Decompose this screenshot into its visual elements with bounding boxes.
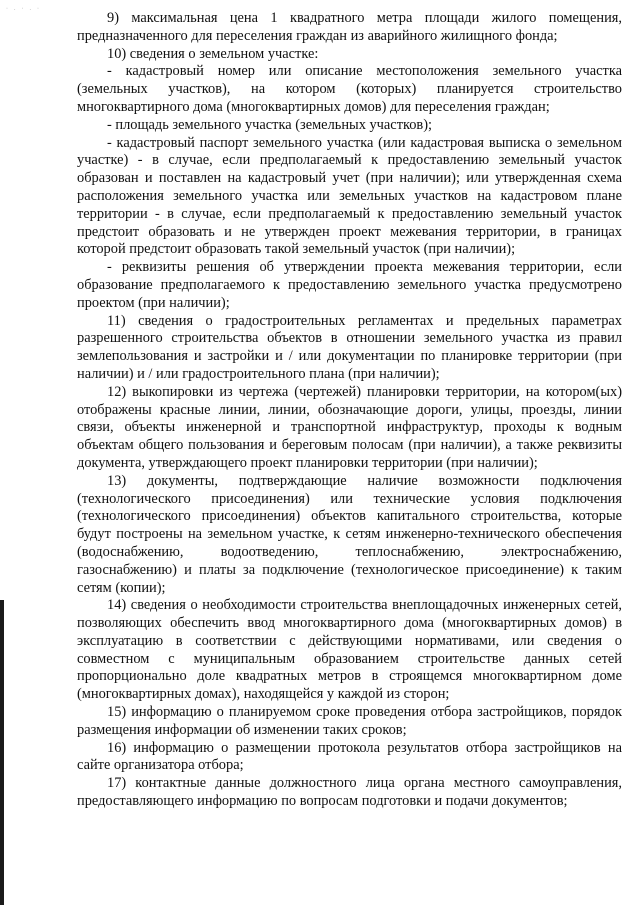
document-paragraph: 12) выкопировки из чертежа (чертежей) планировки территории, на котором(ых) отображены красные линии, линии, обозначающие дороги, улицы, проезды, линии связи, объекты инженерной и транспортной инфраструктур, проходы к водным объектам общего пользования и береговым полосам (при наличии), а также реквизиты документа, утверждающего проект планировки территории (при наличии); — [77, 383, 622, 471]
document-paragraph: 14) сведения о необходимости строительства внеплощадочных инженерных сетей, позволяющих обеспечить ввод многоквартирного дома (многоквартирных домов) в эксплуатацию в соответствии с действующими нормативами, или сведения о совместном с муниципальным образованием строительстве данных сетей пропорционально доле квадратных метров в строящемся многоквартирном доме (многоквартирных домах), находящейся у каждой из сторон; — [77, 597, 622, 703]
document-paragraph: - реквизиты решения об утверждении проекта межевания территории, если образование предполагаемого к предоставлению земельного участка предусмотрено проектом (при наличии); — [77, 259, 622, 311]
scan-edge-shadow — [0, 600, 4, 905]
document-paragraph: 16) информацию о размещении протокола результатов отбора застройщиков на сайте организатора отбора; — [77, 739, 622, 774]
document-paragraph: - кадастровый паспорт земельного участка (или кадастровая выписка о земельном участке) - в случае, если предполагаемый к предоставлению земельный участок образован и поставлен на кадастровый учет (при наличии); или утвержденная схема расположения земельного участка или земельных участков на кадастровом плане территории - в случае, если предполагаемый к предоставлению земельный участок предстоит образовать и не утвержден проект межевания территории, в границах которой предстоит образовать такой земельный участок (при наличии); — [77, 134, 622, 258]
document-paragraph: - площадь земельного участка (земельных участков); — [107, 116, 433, 133]
document-paragraph: 17) контактные данные должностного лица органа местного самоуправления, предоставляющего информацию по вопросам подготовки и подачи документов; — [77, 775, 622, 810]
document-paragraph: - кадастровый номер или описание местоположения земельного участка (земельных участков), на котором (которых) планируется строительство многоквартирного дома (многоквартирных домов) для переселения граждан; — [77, 63, 622, 115]
document-body — [77, 10, 622, 811]
scan-noise-marks: ·.·.· — [6, 6, 45, 12]
document-paragraph: 13) документы, подтверждающие наличие возможности подключения (технологического присоединения) или технические условия подключения (технологического присоединения) объектов капитального строительства, которые будут построены на земельном участке, к сетям инженерно-технического обеспечения (водоснабжению, водоотведению, теплоснабжению, электроснабжению, газоснабжению) и платы за подключение (технологическое присоединение) к таким сетям (копии); — [77, 472, 622, 596]
document-paragraph: 11) сведения о градостроительных регламентах и предельных параметрах разрешенного строительства объектов в отношении земельного участка из правил землепользования и застройки и / или документации по планировке территории (при наличии) и / или градостроительного плана (при наличии); — [77, 312, 622, 382]
document-paragraph: 9) максимальная цена 1 квадратного метра площади жилого помещения, предназначенного для переселения граждан из аварийного жилищного фонда; — [77, 10, 622, 44]
document-paragraph: 15) информацию о планируемом сроке проведения отбора застройщиков, порядок размещения информации об изменении таких сроков; — [77, 704, 622, 738]
document-paragraph: 10) сведения о земельном участке: — [107, 45, 319, 62]
